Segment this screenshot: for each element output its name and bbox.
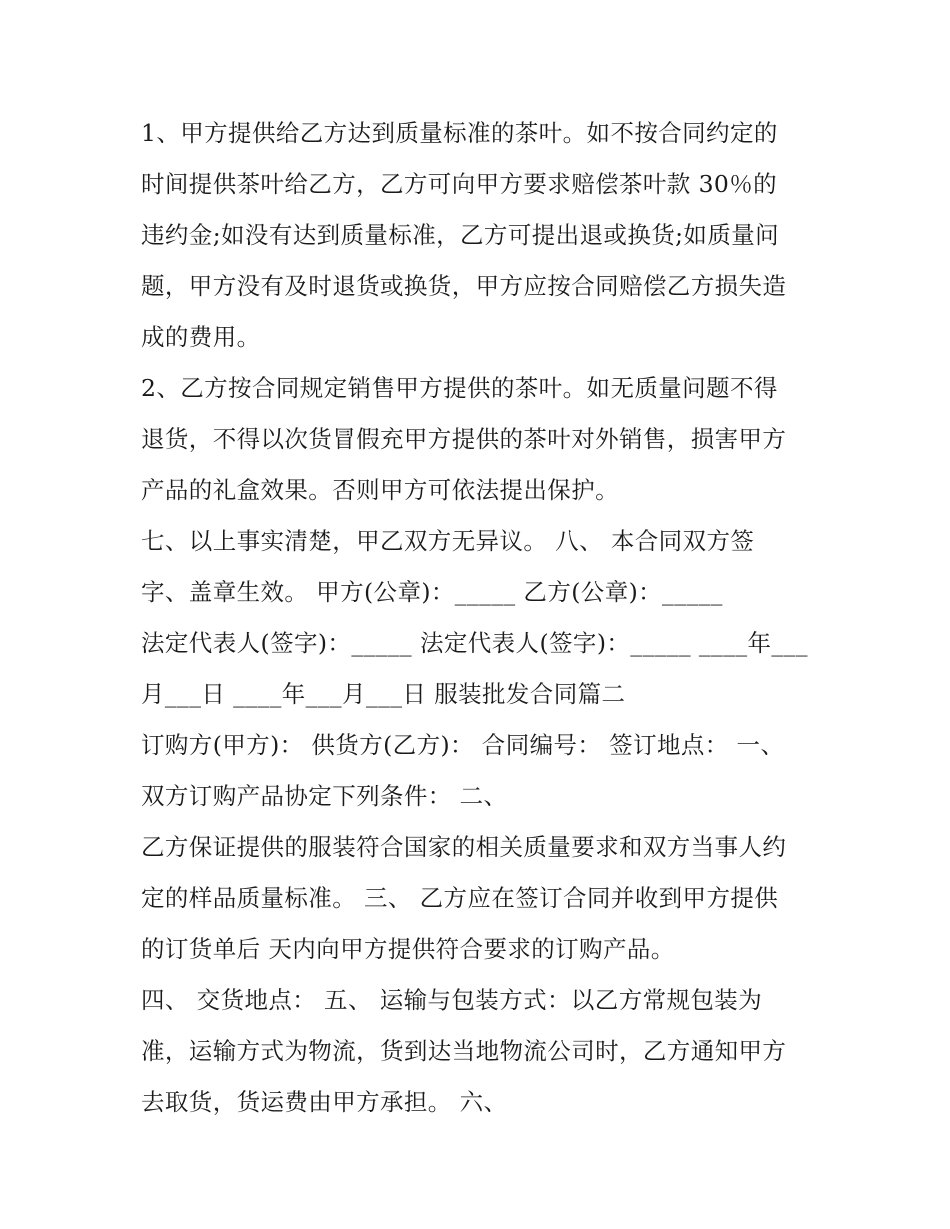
text-line: 法定代表人(签字)：_____ 法定代表人(签字)：_____ ____年___ — [141, 629, 808, 657]
text-line: 订购方(甲方)： 供货方(乙方)： 合同编号： 签订地点： 一、 — [141, 731, 785, 759]
paragraph-tea-quality — [141, 108, 821, 363]
text-line: 七、以上事实清楚，甲乙双方无异议。 八、 本合同双方签 — [141, 527, 755, 555]
text-line: 乙方保证提供的服装符合国家的相关质量要求和双方当事人约 — [141, 833, 787, 861]
paragraph-delivery — [141, 975, 821, 1128]
text-line: 定的样品质量标准。 三、 乙方应在签订合同并收到甲方提供 — [141, 884, 779, 912]
text-line: 2、乙方按合同规定销售甲方提供的茶叶。如无质量问题不得 — [141, 374, 778, 402]
text-line: 时间提供茶叶给乙方，乙方可向甲方要求赔偿茶叶款 30％的 — [141, 170, 778, 198]
text-line: 的订货单后 天内向甲方提供符合要求的订购产品。 — [141, 935, 675, 963]
paragraph-signatures — [141, 516, 821, 720]
text-line: 月___日 ____年___月___日 服装批发合同篇二 — [141, 680, 626, 708]
text-line: 题，甲方没有及时退货或换货，甲方应按合同赔偿乙方损失造 — [141, 272, 787, 300]
text-line: 去取货，货运费由甲方承担。 六、 — [141, 1088, 508, 1116]
paragraph-parties — [141, 720, 821, 822]
document-body — [141, 108, 821, 1128]
text-line: 四、 交货地点： 五、 运输与包装方式：以乙方常规包装为 — [141, 986, 763, 1014]
paragraph-quality-guarantee — [141, 822, 821, 975]
text-line: 1、甲方提供给乙方达到质量标准的茶叶。如不按合同约定的 — [141, 119, 778, 147]
text-line: 产品的礼盒效果。否则甲方可依法提出保护。 — [141, 476, 619, 504]
text-line: 准，运输方式为物流，货到达当地物流公司时，乙方通知甲方 — [141, 1037, 787, 1065]
text-line: 退货，不得以次货冒假充甲方提供的茶叶对外销售，损害甲方 — [141, 425, 787, 453]
text-line: 成的费用。 — [141, 323, 261, 351]
paragraph-tea-sales — [141, 363, 821, 516]
text-line: 字、盖章生效。 甲方(公章)：_____ 乙方(公章)：_____ — [141, 578, 723, 606]
text-line: 双方订购产品协定下列条件： 二、 — [141, 782, 508, 810]
text-line: 违约金;如没有达到质量标准，乙方可提出退或换货;如质量问 — [141, 221, 780, 249]
